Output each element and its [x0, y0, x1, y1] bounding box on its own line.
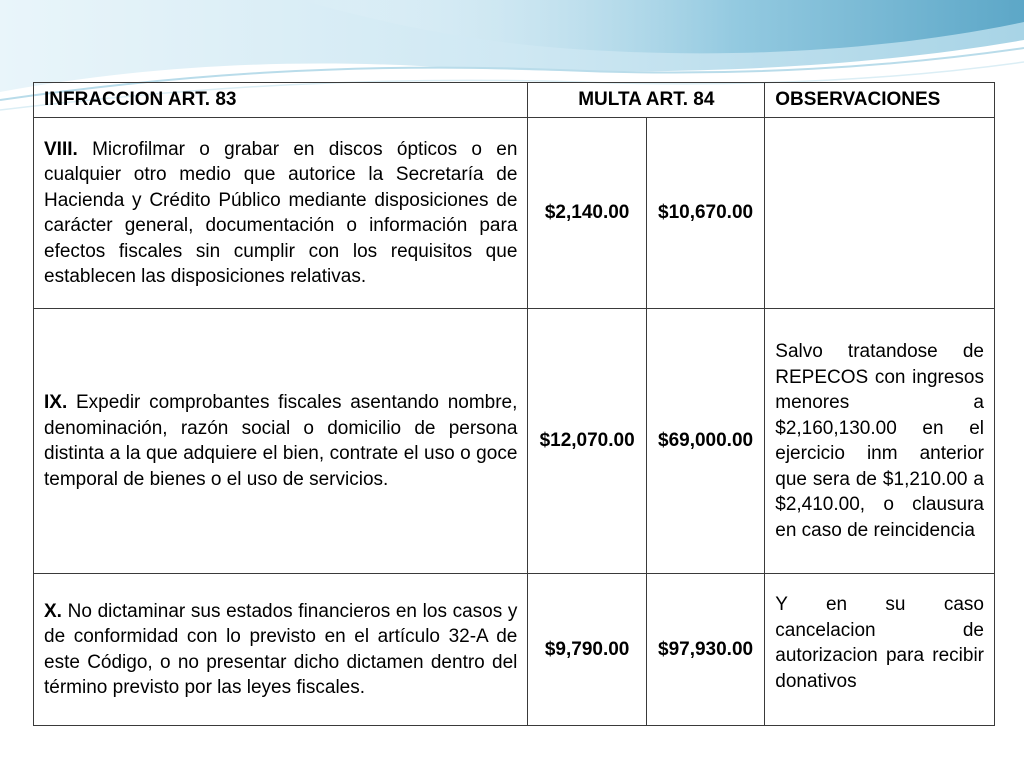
fines-table	[33, 82, 995, 726]
multa-max-cell: $69,000.00	[646, 309, 764, 574]
infraccion-text: Microfilmar o grabar en discos ópticos o en cualquier otro medio que autorice la Secretaría de Hacienda y Crédito Público mediante disposiciones de carácter general, documentación o información para efectos fiscales sin cumplir con los requisitos que establecen las disposiciones relativas.	[44, 138, 518, 287]
observaciones-cell: Y en su caso cancelacion de autorizacion para recibir donativos	[765, 574, 995, 726]
infraccion-text: Expedir comprobantes fiscales asentando nombre, denominación, razón social o domicilio de persona distinta a la que adquiere el bien, contrate el uso o goce temporal de bienes o el uso de servicios.	[44, 392, 518, 490]
fraction-number: X.	[44, 600, 62, 622]
fraction-number: VIII.	[44, 138, 78, 160]
header-observaciones: OBSERVACIONES	[765, 83, 995, 118]
header-multa: MULTA ART. 84	[528, 83, 765, 118]
table-row	[34, 309, 995, 574]
multa-min-cell: $12,070.00	[528, 309, 646, 574]
fines-table-container	[33, 82, 995, 726]
table-row	[34, 574, 995, 726]
infraccion-text: No dictaminar sus estados financieros en los casos y de conformidad con lo previsto en el artículo 32-A de este Código, o no presentar dicho dictamen dentro del término previsto por las leyes fiscales.	[44, 600, 518, 698]
infraccion-cell	[34, 574, 528, 726]
infraccion-cell	[34, 118, 528, 309]
multa-min-cell: $9,790.00	[528, 574, 646, 726]
multa-min-cell: $2,140.00	[528, 118, 646, 309]
header-infraccion: INFRACCION ART. 83	[34, 83, 528, 118]
table-row	[34, 118, 995, 309]
fraction-number: IX.	[44, 392, 68, 413]
multa-max-cell: $97,930.00	[646, 574, 764, 726]
observaciones-cell	[765, 118, 995, 309]
infraccion-cell	[34, 309, 528, 574]
multa-max-cell: $10,670.00	[646, 118, 764, 309]
observaciones-cell: Salvo tratandose de REPECOS con ingresos menores a $2,160,130.00 en el ejercicio inm anterior que sera de $1,210.00 a $2,410.00, o clausura en caso de reincidencia	[765, 309, 995, 574]
table-header-row	[34, 83, 995, 118]
